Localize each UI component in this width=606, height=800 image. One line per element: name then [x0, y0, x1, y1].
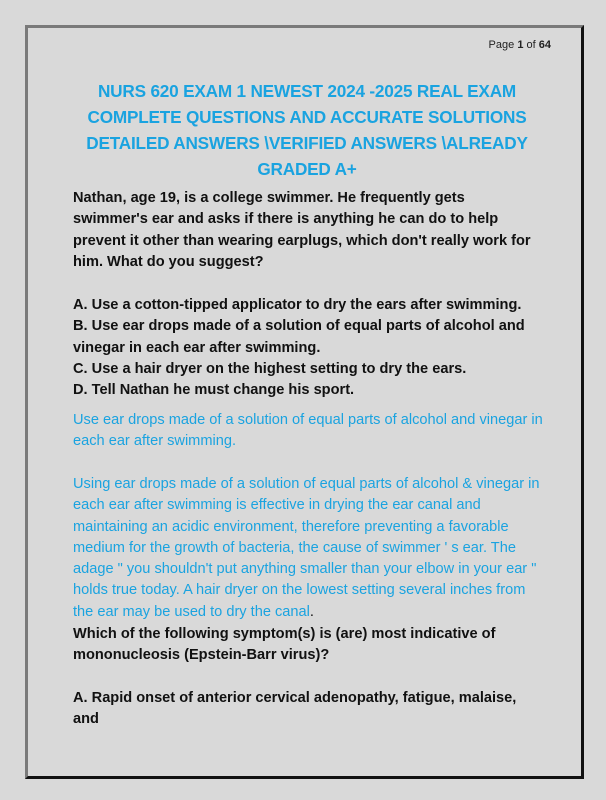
question-1-option-d: D. Tell Nathan he must change his sport.: [73, 382, 355, 399]
question-1-answer: Use ear drops made of a solution of equal parts of alcohol and vinegar in each ear after swimming.: [73, 412, 543, 450]
question-1-options: [73, 295, 543, 401]
question-2-option-a: A. Rapid onset of anterior cervical adenopathy, fatigue, malaise, and: [73, 690, 517, 728]
question-1-rationale: [73, 474, 543, 623]
rationale-text: Using ear drops made of a solution of equal parts of alcohol & vinegar in each ear after swimming is effective in drying the ear canal and maintaining an acidic environment, therefore preventing a favorable medium for the growth of bacteria, the cause of swimmer ' s ear. The adage " you shouldn't put anything smaller than your elbow in your ear " holds true today. A hair dryer on the lowest setting several inches from the ear may be used to dry the canal: [73, 476, 540, 620]
question-1-option-b: B. Use ear drops made of a solution of equal parts of alcohol and vinegar in each ear after swimming.: [73, 318, 525, 356]
page-indicator: [489, 39, 551, 51]
page-separator: of: [526, 39, 536, 51]
page-total: 64: [538, 39, 551, 51]
rationale-period: .: [309, 603, 314, 620]
document-title: NURS 620 EXAM 1 NEWEST 2024 -2025 REAL EXAM COMPLETE QUESTIONS AND ACCURATE SOLUTIONS DETAILED ANSWERS \VERIFIED ANSWERS \ALREADY GRADED A+: [86, 81, 528, 179]
page-label: Page: [488, 39, 515, 51]
page-current: 1: [517, 39, 524, 51]
question-1-option-a: A. Use a cotton-tipped applicator to dry the ears after swimming.: [73, 297, 522, 313]
question-1-option-c: C. Use a hair dryer on the highest setting to dry the ears.: [73, 360, 467, 377]
question-2-prompt: Which of the following symptom(s) is (are) most indicative of mononucleosis (Epstein-Barr virus)?: [73, 626, 496, 664]
question-1-prompt: Nathan, age 19, is a college swimmer. He frequently gets swimmer's ear and asks if there is anything he can do to help prevent it other than wearing earplugs, which don't really work for him. What do you suggest?: [73, 190, 531, 270]
document-page: [25, 25, 584, 779]
